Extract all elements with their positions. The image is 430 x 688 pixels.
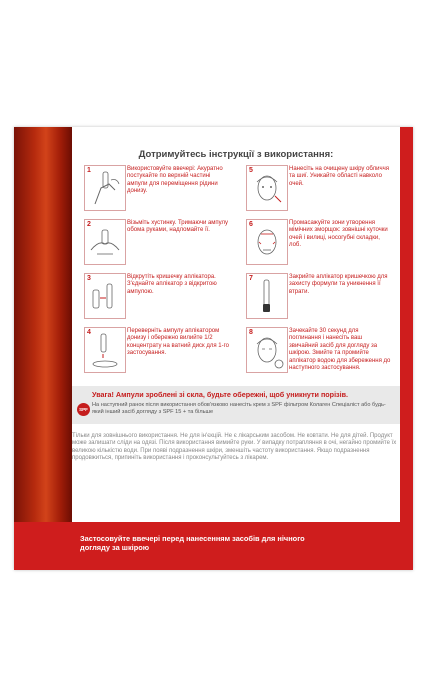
instructions-title: Дотримуйтесь інструкції з використання: <box>138 149 334 160</box>
step-2 <box>76 219 231 265</box>
step-8-illustration <box>246 327 288 373</box>
step-4-text: Переверніть ампулу аплікатором донизу і обережно вилийте 1/2 концентрату на ватний диск для 1-го застосування. <box>127 328 229 357</box>
banner-text: Застосовуйте ввечері перед нанесенням засобів для нічного догляду за шкірою <box>80 534 305 553</box>
pour-on-cotton-icon <box>85 328 125 372</box>
step-2-text: Візьміть хустинку. Тримаючи ампулу обома руками, надломайте її. <box>127 220 229 234</box>
break-ampoule-icon <box>85 220 125 264</box>
step-8 <box>238 327 393 373</box>
step-7-number: 7 <box>249 275 253 282</box>
apply-face-icon <box>247 166 287 210</box>
step-7 <box>238 273 393 319</box>
spf-badge-icon: SPF <box>77 403 90 416</box>
step-2-number: 2 <box>87 221 91 228</box>
step-7-illustration <box>246 273 288 319</box>
usage-notes: Тільки для зовнішнього використання. Не для ін'єкцій. Не є лікарським засобом. Не ковтати. Не для дітей. Продукт може залишати сліди на одязі. Після використання вимийте руки. У випадку потрапляння в очі, негайно промийте їх великою кількістю води. При появі подразнення шкіри, зменшіть частоту використання. Якщо подразнення продовжиться, припиніть використання і проконсультуйтесь з лікарем. <box>72 433 397 462</box>
step-8-text: Зачекайте 30 секунд для поглинання і нанесіть ваш звичайний засіб для догляду за шкірою. Змийте та промийте аплікатор водою для збереження до наступного застосування. <box>289 328 391 372</box>
attach-applicator-icon <box>85 274 125 318</box>
bottom-banner <box>14 522 413 570</box>
step-6-text: Промасажуйте зони утворення мімічних зморщок: зовнішні куточки очей і вилиці, носогубні складки, лоб. <box>289 220 388 249</box>
warning-box <box>72 386 400 424</box>
step-1-illustration <box>84 165 126 211</box>
warning-title: Увага! Ампули зроблені зі скла, будьте обережні, щоб уникнути порізів. <box>92 390 349 399</box>
instructions-content <box>72 127 400 570</box>
step-6-illustration <box>246 219 288 265</box>
ampoule-photo-strip <box>14 127 72 570</box>
step-4-illustration <box>84 327 126 373</box>
tap-ampoule-icon <box>85 166 125 210</box>
step-3-number: 3 <box>87 275 91 282</box>
step-4-number: 4 <box>87 329 91 336</box>
step-5-illustration <box>246 165 288 211</box>
step-5 <box>238 165 393 211</box>
step-6 <box>238 219 393 265</box>
warning-text: На наступний ранок після використання обов'язково нанесіть крем з SPF фільтром Колаген Спеціаліст або будь-який інший засіб догляду з SPF 15 + та більше <box>92 402 386 415</box>
step-1-number: 1 <box>87 167 91 174</box>
close-applicator-icon <box>247 274 287 318</box>
step-3-text: Відкрутіть кришечку аплікатора. З'єднайте аплікатор з відкритою ампулою. <box>127 274 217 295</box>
instruction-leaflet <box>14 127 413 570</box>
step-5-number: 5 <box>249 167 253 174</box>
wait-face-icon <box>247 328 287 372</box>
step-2-illustration <box>84 219 126 265</box>
step-6-number: 6 <box>249 221 253 228</box>
step-4 <box>76 327 231 373</box>
step-3 <box>76 273 231 319</box>
step-7-text: Закрийте аплікатор кришечкою для захисту формули та уникнення її втрати. <box>289 274 388 295</box>
step-5-text: Нанесіть на очищену шкіру обличчя та шиї. Уникайте області навколо очей. <box>289 166 389 187</box>
step-3-illustration <box>84 273 126 319</box>
massage-face-icon <box>247 220 287 264</box>
red-side-stripe <box>400 127 413 570</box>
step-1-text: Використовуйте ввечері: Акуратно постукайте по верхній частині ампули для переміщення рідини донизу. <box>127 166 223 195</box>
step-1 <box>76 165 231 211</box>
step-8-number: 8 <box>249 329 253 336</box>
